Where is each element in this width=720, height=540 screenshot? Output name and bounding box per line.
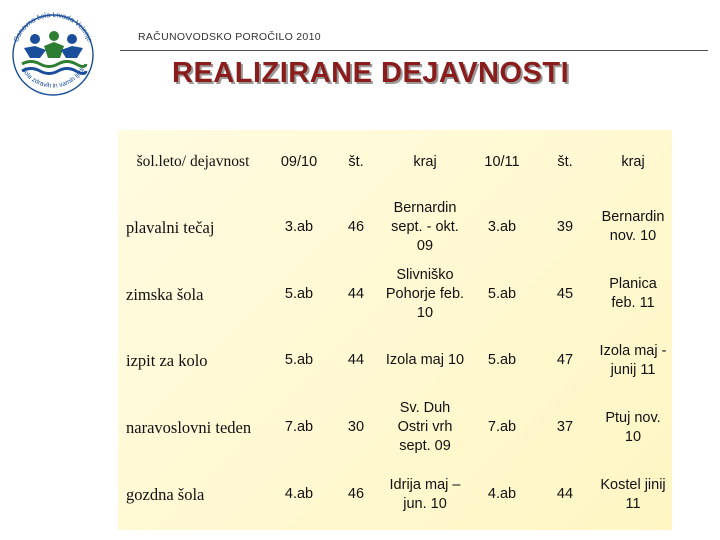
count-cell: 44: [347, 352, 365, 369]
count-cell: 46: [347, 218, 365, 235]
place-cell: Bernardin sept. - okt. 09: [391, 199, 459, 254]
place-cell: Bernardin nov. 10: [601, 209, 665, 245]
place-cell: Ptuj nov. 10: [605, 409, 661, 445]
activity-cell: naravoslovni teden: [126, 418, 252, 438]
count-cell: 46: [347, 486, 365, 503]
place-cell: Slivniško Pohorje feb. 10: [385, 266, 465, 321]
place-cell: Izola maj - junij 11: [599, 342, 667, 378]
header-divider: [120, 50, 708, 51]
class-cell: 5.ab: [284, 285, 314, 302]
class-cell: 3.ab: [487, 218, 517, 235]
count-cell: 44: [347, 285, 365, 302]
count-cell: 47: [556, 352, 574, 369]
activity-cell: plavalni tečaj: [126, 217, 215, 237]
class-cell: 5.ab: [487, 285, 517, 302]
table-row: [118, 394, 672, 461]
activity-cell: gozdna šola: [126, 485, 205, 505]
count-cell: 37: [556, 419, 574, 436]
header-cell-year1: 09/10: [280, 153, 318, 170]
logo-text-top: Osnovna šola Livada Velenje: [11, 9, 95, 44]
table-header-row: [118, 130, 672, 194]
header-cell-count1: št.: [348, 153, 364, 170]
class-cell: 7.ab: [284, 419, 314, 436]
table-row: [118, 194, 672, 261]
class-cell: 4.ab: [284, 486, 314, 503]
table-row: [118, 461, 672, 528]
class-cell: 5.ab: [487, 352, 517, 369]
logo-text-bottom: Šola zdravih in varnih ljudi: [19, 66, 87, 90]
count-cell: 44: [556, 486, 574, 503]
activity-cell: izpit za kolo: [126, 351, 208, 371]
count-cell: 30: [347, 419, 365, 436]
header-cell-count2: št.: [557, 153, 573, 170]
place-cell: Idrija maj – jun. 10: [389, 476, 461, 512]
report-label: RAČUNOVODSKO POROČILO 2010: [138, 31, 321, 43]
page-title: REALIZIRANE DEJAVNOSTI: [172, 57, 570, 89]
header-cell-place2: kraj: [621, 153, 645, 170]
table-row: [118, 261, 672, 328]
class-cell: 7.ab: [487, 419, 517, 436]
activity-cell: zimska šola: [126, 284, 204, 304]
place-cell: Planica feb. 11: [609, 276, 657, 312]
activities-table: [118, 130, 672, 528]
place-cell: Izola maj 10: [385, 352, 465, 369]
class-cell: 4.ab: [487, 486, 517, 503]
class-cell: 3.ab: [284, 218, 314, 235]
school-logo: [4, 8, 102, 98]
count-cell: 39: [556, 218, 574, 235]
place-cell: Sv. Duh Ostri vrh sept. 09: [397, 400, 453, 455]
header-cell-year2: 10/11: [484, 153, 520, 170]
header-cell-place1: kraj: [413, 153, 437, 170]
class-cell: 5.ab: [284, 352, 314, 369]
count-cell: 45: [556, 285, 574, 302]
place-cell: Kostel jinij 11: [600, 476, 666, 512]
table-row: [118, 328, 672, 395]
header-cell-activity: šol.leto/ dejavnost: [136, 153, 250, 170]
